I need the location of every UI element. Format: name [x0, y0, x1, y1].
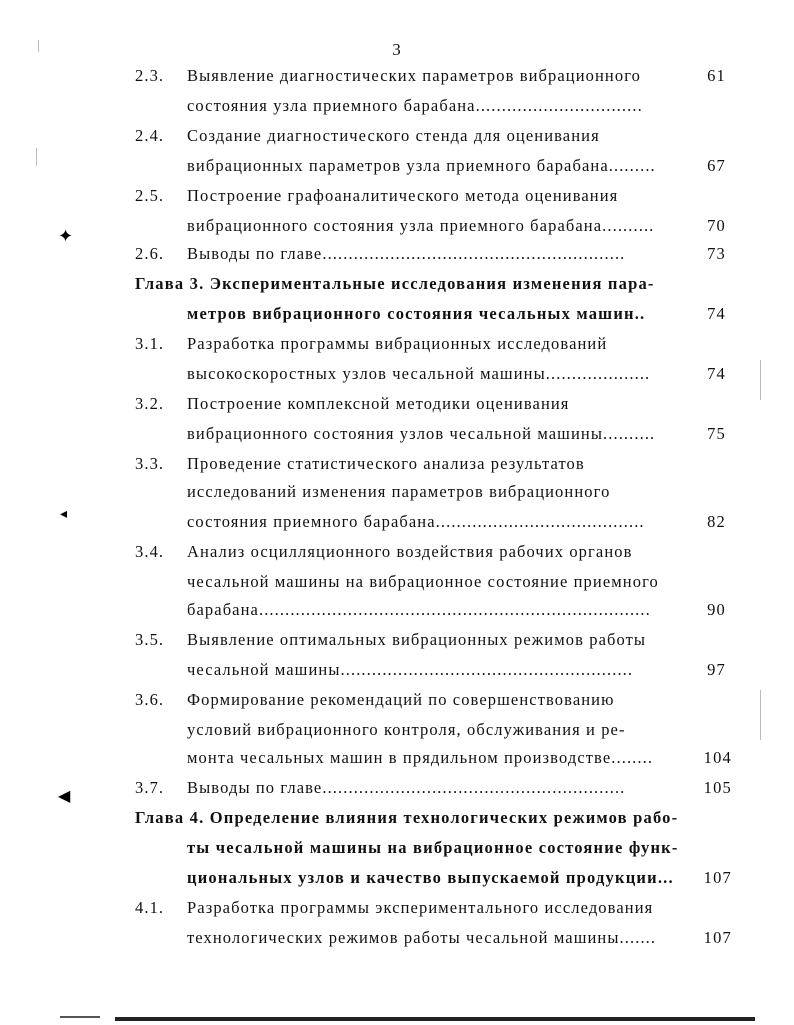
- toc-entry-title-line: Выявление диагностических параметров вибрационного: [187, 66, 642, 85]
- toc-entry-number: 3.2.: [135, 394, 165, 413]
- chapter-title-line: Глава 3. Экспериментальные исследования изменения пара-: [135, 274, 655, 293]
- toc-page-number: 107: [703, 868, 732, 887]
- toc-page-number: 73: [707, 244, 726, 263]
- toc-page-number: 70: [707, 216, 726, 235]
- toc-entry-title-line: вибрационного состояния узла приемного барабана..........: [187, 216, 655, 235]
- page-number: 3: [392, 40, 402, 59]
- toc-entry-title-line: технологических режимов работы чесальной машины.......: [187, 928, 657, 947]
- toc-entry-title-line: Создание диагностического стенда для оценивания: [187, 126, 600, 145]
- toc-page-number: 105: [703, 778, 732, 797]
- toc-entry-number: 2.3.: [135, 66, 165, 85]
- toc-entry-title-line: Формирование рекомендаций по совершенствованию: [187, 690, 615, 709]
- toc-entry-number: 3.4.: [135, 542, 165, 561]
- chapter-title-line: циональных узлов и качество выпускаемой продукции...: [187, 868, 674, 887]
- toc-entry-number: 2.4.: [135, 126, 165, 145]
- chapter-title-line: метров вибрационного состояния чесальных машин..: [187, 304, 646, 323]
- scan-line: [38, 40, 39, 52]
- toc-entry-title-line: вибрационного состояния узлов чесальной машины..........: [187, 424, 656, 443]
- toc-entry-number: 4.1.: [135, 898, 165, 917]
- toc-page-number: 97: [707, 660, 726, 679]
- toc-page-number: 104: [703, 748, 732, 767]
- toc-page-number: 61: [707, 66, 726, 85]
- scan-mark-icon: ◀: [58, 788, 71, 805]
- toc-page-number: 75: [707, 424, 726, 443]
- toc-entry-title-line: Разработка программы вибрационных исследований: [187, 334, 608, 353]
- scan-line: [760, 360, 761, 400]
- toc-page-number: 74: [707, 304, 726, 323]
- chapter-title-line: ты чесальной машины на вибрационное состояние функ-: [187, 838, 679, 857]
- toc-entry-title-line: Построение графоаналитического метода оценивания: [187, 186, 619, 205]
- chapter-title-line: Глава 4. Определение влияния технологических режимов рабо-: [135, 808, 679, 827]
- toc-entry-number: 3.6.: [135, 690, 165, 709]
- toc-entry-title-line: Выводы по главе..........................................................: [187, 244, 626, 263]
- toc-entry-title-line: состояния узла приемного барабана................................: [187, 96, 643, 115]
- toc-entry-title-line: Проведение статистического анализа результатов: [187, 454, 585, 473]
- toc-page-number: 82: [707, 512, 726, 531]
- toc-page-number: 107: [703, 928, 732, 947]
- toc-entry-number: 2.5.: [135, 186, 165, 205]
- toc-entry-title-line: условий вибрационного контроля, обслуживания и ре-: [187, 720, 626, 739]
- scan-mark-icon: ✦: [58, 226, 74, 246]
- toc-page-number: 67: [707, 156, 726, 175]
- toc-entry-title-line: Анализ осцилляционного воздействия рабочих органов: [187, 542, 633, 561]
- toc-entry-number: 2.6.: [135, 244, 165, 263]
- toc-entry-title-line: состояния приемного барабана........................................: [187, 512, 645, 531]
- scan-line: [36, 148, 37, 166]
- toc-entry-title-line: Выявление оптимальных вибрационных режимов работы: [187, 630, 647, 649]
- toc-entry-title-line: исследований изменения параметров вибрационного: [187, 482, 611, 501]
- toc-entry-title-line: чесальной машины на вибрационное состояние приемного: [187, 572, 659, 591]
- toc-entry-title-line: Построение комплексной методики оценивания: [187, 394, 570, 413]
- toc-entry-number: 3.3.: [135, 454, 165, 473]
- toc-entry-number: 3.5.: [135, 630, 165, 649]
- scan-line: [760, 690, 761, 740]
- toc-entry-title-line: Выводы по главе..........................................................: [187, 778, 626, 797]
- toc-page-number: 74: [707, 364, 726, 383]
- toc-entry-title-line: Разработка программы экспериментального исследования: [187, 898, 654, 917]
- toc-entry-title-line: монта чесальных машин в прядильном производстве........: [187, 748, 654, 767]
- toc-entry-title-line: барабана...........................................................................: [187, 600, 651, 619]
- toc-entry-title-line: вибрационных параметров узла приемного барабана.........: [187, 156, 656, 175]
- toc-entry-title-line: высокоскоростных узлов чесальной машины....................: [187, 364, 651, 383]
- toc-entry-title-line: чесальной машины........................................................: [187, 660, 634, 679]
- toc-entry-number: 3.1.: [135, 334, 165, 353]
- scan-mark-icon: ◂: [60, 507, 68, 522]
- toc-page-number: 90: [707, 600, 726, 619]
- scan-edge: [115, 1017, 755, 1021]
- toc-entry-number: 3.7.: [135, 778, 165, 797]
- scan-edge: [60, 1016, 100, 1018]
